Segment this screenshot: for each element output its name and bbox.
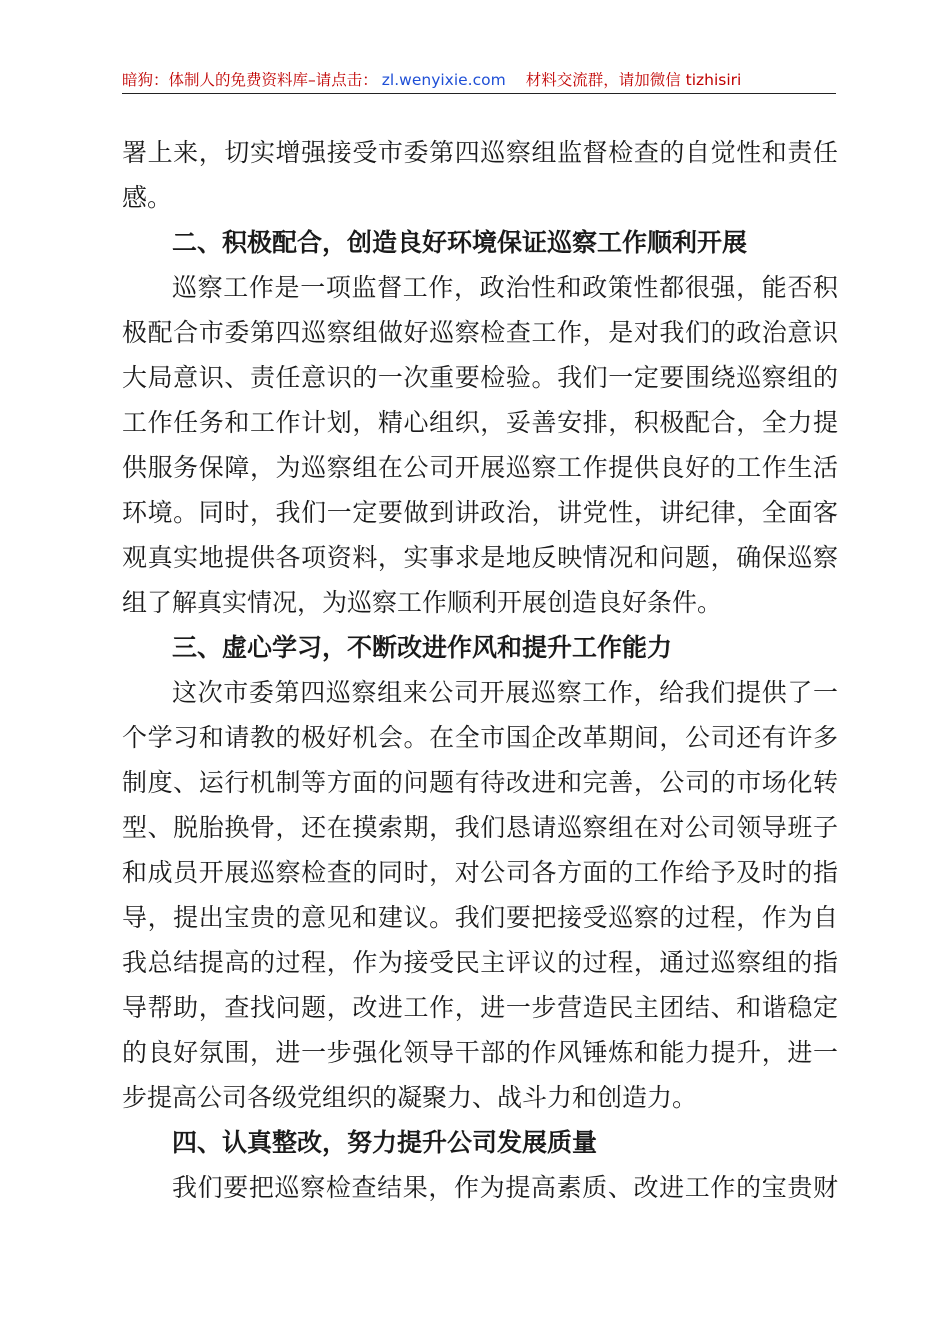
body-line: 我们要把巡察检查结果，作为提高素质、改进工作的宝贵财 <box>172 1173 838 1202</box>
body-line: 步提高公司各级党组织的凝聚力、战斗力和创造力。 <box>122 1083 698 1112</box>
body-line: 和成员开展巡察检查的同时，对公司各方面的工作给予及时的指 <box>122 858 838 887</box>
header-brand: 暗狗：体制人的免费资料库 <box>122 71 309 89</box>
page-header <box>122 66 836 94</box>
body-line: 的良好氛围，进一步强化领导干部的作风锤炼和能力提升，进一 <box>122 1038 838 1067</box>
body-line: 制度、运行机制等方面的问题有待改进和完善，公司的市场化转 <box>122 768 838 797</box>
body-line: 导，提出宝贵的意见和建议。我们要把接受巡察的过程，作为自 <box>122 903 838 932</box>
section-heading-4: 四、认真整改，努力提升公司发展质量 <box>172 1128 598 1157</box>
body-line: 供服务保障，为巡察组在公司开展巡察工作提供良好的工作生活 <box>122 453 838 482</box>
section-heading-3: 三、虚心学习，不断改进作风和提升工作能力 <box>172 633 673 662</box>
body-line: 导帮助，查找问题，改进工作，进一步营造民主团结、和谐稳定 <box>122 993 838 1022</box>
body-line: 署上来，切实增强接受市委第四巡察组监督检查的自觉性和责任 <box>122 138 838 167</box>
body-line: 环境。同时，我们一定要做到讲政治，讲党性，讲纪律，全面客 <box>122 498 838 527</box>
body-line: 这次市委第四巡察组来公司开展巡察工作，给我们提供了一 <box>172 678 838 707</box>
body-line: 观真实地提供各项资料，实事求是地反映情况和问题，确保巡察 <box>122 543 838 572</box>
body-line: 极配合市委第四巡察组做好巡察检查工作，是对我们的政治意识 <box>122 318 838 347</box>
header-group-note: 材料交流群，请加微信 tizhisiri <box>525 71 742 89</box>
document-body <box>122 130 838 1210</box>
body-line: 个学习和请教的极好机会。在全市国企改革期间，公司还有许多 <box>122 723 838 752</box>
header-link[interactable]: zl.wenyixie.com <box>381 71 506 89</box>
header-prompt: –请点击： <box>308 71 378 89</box>
body-line: 我总结提高的过程，作为接受民主评议的过程，通过巡察组的指 <box>122 948 838 977</box>
body-line: 大局意识、责任意识的一次重要检验。我们一定要围绕巡察组的 <box>122 363 838 392</box>
body-line: 型、脱胎换骨，还在摸索期，我们恳请巡察组在对公司领导班子 <box>122 813 838 842</box>
body-line: 感。 <box>122 183 173 212</box>
header-divider <box>122 93 836 94</box>
body-line: 工作任务和工作计划，精心组织，妥善安排，积极配合，全力提 <box>122 408 838 437</box>
section-heading-2: 二、积极配合，创造良好环境保证巡察工作顺利开展 <box>172 228 748 257</box>
body-line: 巡察工作是一项监督工作，政治性和政策性都很强，能否积 <box>172 273 838 302</box>
body-line: 组了解真实情况，为巡察工作顺利开展创造良好条件。 <box>122 588 723 617</box>
